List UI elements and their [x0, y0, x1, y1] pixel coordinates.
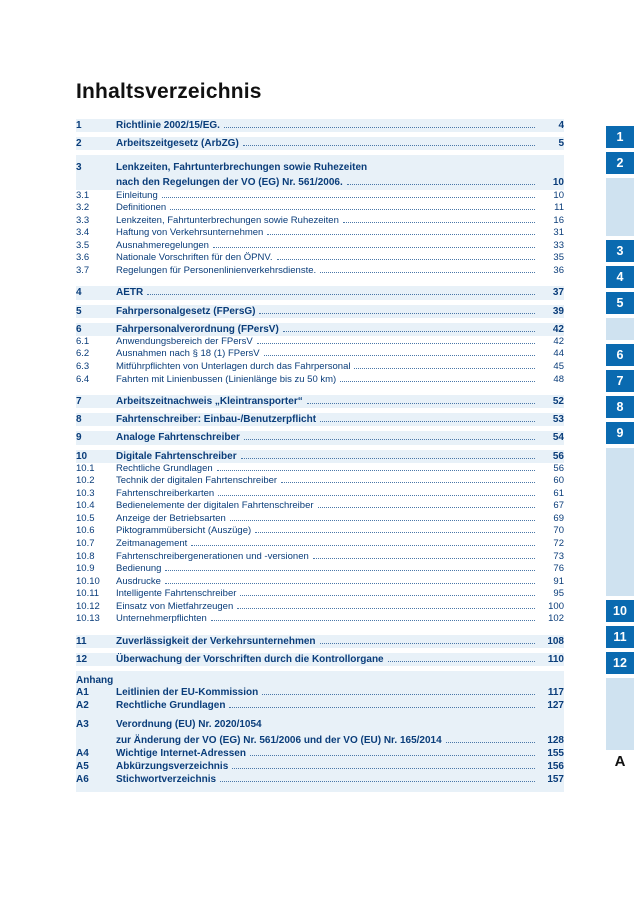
toc-number: 3.6 — [76, 252, 90, 264]
toc-number: 2 — [76, 138, 82, 150]
toc-page-number: 35 — [553, 252, 564, 264]
toc-page-number: 42 — [553, 335, 564, 347]
toc-number: A4 — [76, 747, 89, 759]
toc-row-10-13[interactable] — [76, 613, 564, 626]
leader-dots — [237, 607, 535, 609]
toc-page-number: 155 — [547, 747, 564, 759]
toc-row-1[interactable] — [76, 119, 564, 132]
toc-label-line2: nach den Regelungen der VO (EG) Nr. 561/2006. — [116, 177, 343, 189]
page-title: Inhaltsverzeichnis — [76, 80, 262, 103]
toc-label: Einleitung — [116, 189, 158, 201]
tab-spacer-4 — [606, 678, 634, 750]
leader-dots — [318, 506, 535, 508]
leader-dots — [320, 271, 535, 273]
toc-page-number: 72 — [553, 538, 564, 550]
toc-row-3-1[interactable] — [76, 190, 564, 203]
toc-number: 7 — [76, 396, 82, 408]
leader-dots — [388, 660, 535, 662]
tab-chapter-9[interactable]: 9 — [606, 422, 634, 444]
leader-dots — [229, 706, 535, 708]
toc-page-number: 16 — [553, 214, 564, 226]
toc-row-6-3[interactable] — [76, 361, 564, 374]
toc-number: 10 — [76, 450, 88, 462]
toc-row-3-5[interactable] — [76, 240, 564, 253]
toc-number: 10.8 — [76, 550, 95, 562]
toc-number: 10.5 — [76, 512, 95, 524]
toc-row-10-2[interactable] — [76, 475, 564, 488]
leader-dots — [264, 354, 535, 356]
toc-number: 3.4 — [76, 227, 90, 239]
toc-number: 11 — [76, 635, 87, 647]
toc-label: Lenkzeiten, Fahrtunterbrechungen sowie Ruhezeiten — [116, 162, 368, 174]
appendix-row-a5[interactable] — [76, 760, 564, 773]
toc-page-number: 157 — [547, 774, 564, 786]
toc-page-number: 54 — [552, 432, 564, 444]
toc-label: Nationale Vorschriften für den ÖPNV. — [116, 252, 273, 264]
leader-dots — [257, 342, 535, 344]
leader-dots — [255, 531, 535, 533]
toc-page-number: 11 — [554, 202, 564, 214]
leader-dots — [170, 208, 535, 210]
toc-page-number: 48 — [553, 373, 564, 385]
toc-label: Anzeige der Betriebsarten — [116, 512, 226, 524]
toc-number: 4 — [76, 287, 82, 299]
tab-chapter-3[interactable]: 3 — [606, 240, 634, 262]
toc-label: Arbeitszeitgesetz (ArbZG) — [116, 138, 239, 150]
toc-label: Stichwortverzeichnis — [116, 774, 217, 786]
toc-row-4[interactable] — [76, 286, 564, 299]
toc-number: A5 — [76, 760, 89, 772]
tab-spacer-2 — [606, 318, 634, 340]
toc-page-number: 108 — [547, 635, 564, 647]
leader-dots — [307, 402, 535, 404]
leader-dots — [281, 481, 535, 483]
leader-dots — [340, 380, 535, 382]
tab-chapter-10[interactable]: 10 — [606, 600, 634, 622]
toc-page-number: 36 — [553, 264, 564, 276]
toc-number: 10.10 — [76, 575, 100, 587]
toc-page-number: 10 — [552, 177, 564, 189]
toc-label: Fahrpersonalverordnung (FPersV) — [116, 323, 279, 335]
toc-page-number: 73 — [553, 550, 564, 562]
appendix-row-a6[interactable] — [76, 773, 564, 786]
toc-row-7[interactable] — [76, 395, 564, 408]
toc-page-number: 156 — [547, 760, 564, 772]
leader-dots — [218, 494, 535, 496]
toc-number: 10.9 — [76, 563, 95, 575]
tab-chapter-2[interactable]: 2 — [606, 152, 634, 174]
leader-dots — [354, 367, 535, 369]
leader-dots — [224, 126, 535, 128]
toc-row-10-6[interactable] — [76, 525, 564, 538]
tab-spacer-1 — [606, 178, 634, 236]
toc-row-8[interactable] — [76, 413, 564, 426]
toc-page-number: 39 — [552, 305, 564, 317]
toc-number: A2 — [76, 700, 89, 712]
toc-page-number: 95 — [553, 588, 564, 600]
toc-label: Fahrtenschreibergenerationen und -versionen — [116, 550, 309, 562]
toc-page-number: 44 — [553, 348, 564, 360]
leader-dots — [343, 221, 535, 223]
appendix-row-a3[interactable] — [76, 712, 564, 746]
toc-page-number: 45 — [553, 361, 564, 373]
toc-page-number: 110 — [547, 653, 564, 665]
leader-dots — [259, 312, 535, 314]
toc-label: Fahrten mit Linienbussen (Linienlänge bis zu 50 km) — [116, 373, 337, 385]
toc-number: 10.7 — [76, 538, 95, 550]
toc-label: Fahrtenschreiber: Einbau-/Benutzerpflicht — [116, 414, 317, 426]
leader-dots — [262, 693, 535, 695]
toc-row-9[interactable] — [76, 431, 564, 444]
toc-label: AETR — [116, 287, 144, 299]
leader-dots — [232, 767, 535, 769]
toc-page-number: 127 — [547, 700, 564, 712]
leader-dots — [147, 293, 535, 295]
leader-dots — [250, 754, 535, 756]
leader-dots — [320, 420, 535, 422]
toc-label: Ausnahmeregelungen — [116, 239, 209, 251]
leader-dots — [165, 569, 535, 571]
tab-spacer-3 — [606, 448, 634, 596]
toc-label: Unternehmerpflichten — [116, 613, 207, 625]
toc-number: 6.1 — [76, 335, 90, 347]
toc-row-3-4[interactable] — [76, 227, 564, 240]
toc-label: Mitführpflichten von Unterlagen durch das Fahrpersonal — [116, 361, 351, 373]
toc-row-10-9[interactable] — [76, 563, 564, 576]
toc-page-number: 61 — [553, 487, 564, 499]
leader-dots — [165, 582, 535, 584]
toc-number: 3 — [76, 162, 82, 174]
spacer — [76, 110, 564, 119]
toc-page-number: 33 — [553, 239, 564, 251]
toc-page-number: 56 — [552, 450, 564, 462]
appendix-row-a2[interactable] — [76, 699, 564, 712]
toc-number: 5 — [76, 305, 82, 317]
toc-row-10-8[interactable] — [76, 551, 564, 564]
toc-number: 10.12 — [76, 600, 100, 612]
toc-number: 3.3 — [76, 214, 90, 226]
toc-label: Intelligente Fahrtenschreiber — [116, 588, 237, 600]
toc-label: Digitale Fahrtenschreiber — [116, 450, 237, 462]
spacer — [76, 277, 564, 286]
toc-number: 10.1 — [76, 462, 95, 474]
toc-row-10-12[interactable] — [76, 601, 564, 614]
toc-number: 8 — [76, 414, 82, 426]
toc-number: A3 — [76, 719, 89, 731]
toc-page-number: 53 — [552, 414, 564, 426]
toc-page-number: 52 — [552, 396, 564, 408]
leader-dots — [244, 438, 535, 440]
leader-dots — [320, 642, 535, 644]
toc-number: 10.3 — [76, 487, 95, 499]
appendix-row-a1[interactable] — [76, 686, 564, 699]
toc-number: A6 — [76, 774, 89, 786]
spacer — [76, 626, 564, 635]
toc-number: 3.2 — [76, 202, 90, 214]
toc-row-12[interactable] — [76, 653, 564, 666]
leader-dots — [230, 519, 535, 521]
toc-label: Überwachung der Vorschriften durch die Kontrollorgane — [116, 653, 384, 665]
toc-page-number: 56 — [553, 462, 564, 474]
toc-label: Piktogrammübersicht (Auszüge) — [116, 525, 252, 537]
toc-label: Richtlinie 2002/15/EG. — [116, 120, 220, 131]
leader-dots — [211, 619, 535, 621]
toc-page-number: 37 — [552, 287, 564, 299]
toc-page-number: 102 — [548, 613, 564, 625]
toc-page-number: 42 — [552, 323, 564, 335]
leader-dots — [446, 741, 535, 743]
toc-row-6-2[interactable] — [76, 348, 564, 361]
toc-number: 3.7 — [76, 264, 90, 276]
toc-number: 1 — [76, 120, 82, 131]
leader-dots — [243, 144, 535, 146]
toc-row-10-11[interactable] — [76, 588, 564, 601]
toc-row-10-4[interactable] — [76, 500, 564, 513]
leader-dots — [241, 457, 535, 459]
toc-page-number: 128 — [547, 734, 564, 746]
toc-label: Anwendungsbereich der FPersV — [116, 335, 253, 347]
toc-label: Rechtliche Grundlagen — [116, 700, 226, 712]
tab-chapter-11[interactable]: 11 — [606, 626, 634, 648]
leader-dots — [220, 780, 535, 782]
toc-number: 10.4 — [76, 500, 95, 512]
toc-number: 10.6 — [76, 525, 95, 537]
toc-label: Fahrtenschreiberkarten — [116, 487, 215, 499]
appendix-section — [76, 671, 564, 792]
toc-row-10-10[interactable] — [76, 576, 564, 589]
toc-page-number: 91 — [553, 575, 564, 587]
leader-dots — [217, 469, 535, 471]
appendix-row-a4[interactable] — [76, 747, 564, 760]
toc-label: Wichtige Internet-Adressen — [116, 747, 246, 759]
toc-page-number: 100 — [548, 600, 564, 612]
toc-row-2[interactable] — [76, 137, 564, 150]
toc-page-number: 60 — [553, 475, 564, 487]
toc-label: Zuverlässigkeit der Verkehrsunternehmen — [116, 635, 316, 647]
toc-label: Fahrpersonalgesetz (FPersG) — [116, 305, 256, 317]
toc-label: Bedienung — [116, 563, 162, 575]
leader-dots — [162, 196, 535, 198]
toc-page-number: 10 — [553, 189, 564, 201]
toc-number: 12 — [76, 653, 88, 665]
toc-page-number: 5 — [558, 138, 564, 150]
tab-chapter-6[interactable]: 6 — [606, 344, 634, 366]
appendix-heading: Anhang — [76, 675, 114, 687]
toc-row-6-1[interactable] — [76, 336, 564, 349]
toc-number: 3.5 — [76, 239, 90, 251]
toc-row-6[interactable] — [76, 323, 564, 336]
toc-number: 10.13 — [76, 613, 100, 625]
toc-row-10-3[interactable] — [76, 488, 564, 501]
leader-dots — [267, 233, 535, 235]
spacer — [76, 386, 564, 395]
toc-page-number: 31 — [553, 227, 564, 239]
toc-label: Ausdrucke — [116, 575, 161, 587]
toc-label: Definitionen — [116, 202, 167, 214]
toc-number: 3.1 — [76, 189, 90, 201]
tab-chapter-1[interactable]: 1 — [606, 126, 634, 148]
leader-dots — [283, 330, 535, 332]
toc-row-10[interactable] — [76, 450, 564, 463]
toc-number: A1 — [76, 687, 89, 699]
leader-dots — [191, 544, 535, 546]
tab-chapter-8[interactable]: 8 — [606, 396, 634, 418]
toc-page-number: 76 — [553, 563, 564, 575]
leader-dots — [240, 594, 535, 596]
toc-row-3-3[interactable] — [76, 215, 564, 228]
toc-row-5[interactable] — [76, 305, 564, 318]
leader-dots — [347, 183, 535, 185]
toc-row-3[interactable] — [76, 155, 564, 189]
toc-number: 6.2 — [76, 348, 90, 360]
toc-label: Arbeitszeitnachweis „Kleintransporter“ — [116, 396, 303, 408]
tab-chapter-7[interactable]: 7 — [606, 370, 634, 392]
toc-label: Analoge Fahrtenschreiber — [116, 432, 240, 444]
toc-label-line2: zur Änderung der VO (EG) Nr. 561/2006 und der VO (EU) Nr. 165/2014 — [116, 734, 442, 746]
toc-row-11[interactable] — [76, 635, 564, 648]
toc-row-10-7[interactable] — [76, 538, 564, 551]
toc-row-3-2[interactable] — [76, 202, 564, 215]
toc-page-number: 70 — [553, 525, 564, 537]
toc-label: Rechtliche Grundlagen — [116, 462, 213, 474]
toc-label: Zeitmanagement — [116, 538, 188, 550]
toc-label: Regelungen für Personenlinienverkehrsdienste. — [116, 264, 317, 276]
toc-label: Haftung von Verkehrsunternehmen — [116, 227, 264, 239]
toc-page-number: 117 — [547, 687, 564, 699]
toc-label: Einsatz von Mietfahrzeugen — [116, 600, 234, 612]
toc-row-6-4[interactable] — [76, 374, 564, 387]
tab-chapter-4[interactable]: 4 — [606, 266, 634, 288]
tab-chapter-12[interactable]: 12 — [606, 652, 634, 674]
toc-page-number: 67 — [553, 500, 564, 512]
leader-dots — [313, 557, 535, 559]
toc-label: Bedienelemente der digitalen Fahrtenschreiber — [116, 500, 314, 512]
toc-page-number: 69 — [553, 512, 564, 524]
toc-number: 6.3 — [76, 361, 90, 373]
toc-number: 6 — [76, 323, 82, 335]
toc-row-3-6[interactable] — [76, 252, 564, 265]
toc-number: 10.2 — [76, 475, 95, 487]
toc-number: 10.11 — [76, 588, 100, 600]
toc-row-10-1[interactable] — [76, 463, 564, 476]
toc-row-10-5[interactable] — [76, 513, 564, 526]
toc-label: Ausnahmen nach § 18 (1) FPersV — [116, 348, 260, 360]
leader-dots — [213, 246, 535, 248]
toc-page-number: 4 — [558, 120, 564, 131]
chapter-tab-strip — [604, 126, 640, 774]
toc-label: Technik der digitalen Fahrtenschreiber — [116, 475, 278, 487]
toc-label: Verordnung (EU) Nr. 2020/1054 — [116, 719, 262, 731]
toc-number: 6.4 — [76, 373, 90, 385]
tab-chapter-5[interactable]: 5 — [606, 292, 634, 314]
toc-label: Leitlinien der EU-Kommission — [116, 687, 259, 699]
tab-appendix-a[interactable]: A — [606, 750, 634, 774]
toc-row-3-7[interactable] — [76, 265, 564, 278]
leader-dots — [277, 258, 536, 260]
table-of-contents — [76, 110, 564, 792]
toc-label: Abkürzungsverzeichnis — [116, 760, 229, 772]
toc-label: Lenkzeiten, Fahrtunterbrechungen sowie Ruhezeiten — [116, 214, 339, 226]
toc-number: 9 — [76, 432, 82, 444]
